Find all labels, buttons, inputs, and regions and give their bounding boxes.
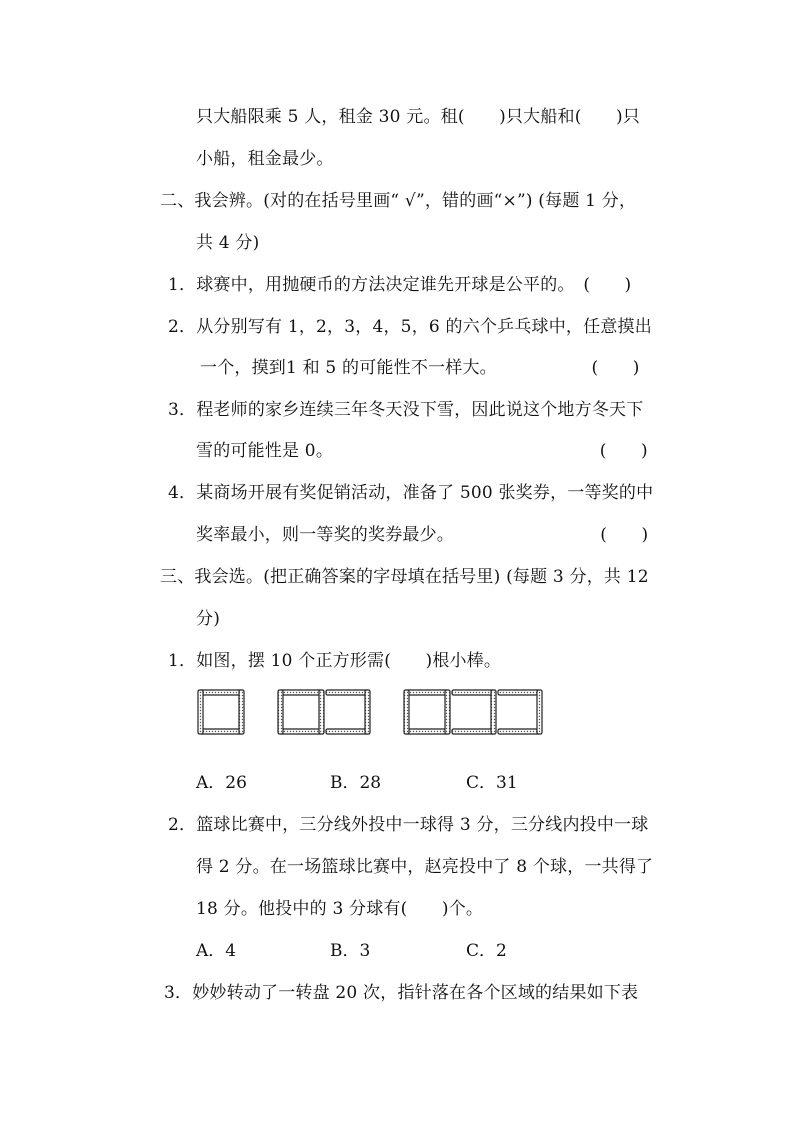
question-item: 1．球赛中，用抛硬币的方法决定谁先开球是公平的。 ( ) bbox=[168, 275, 632, 295]
stick bbox=[498, 690, 540, 695]
stick bbox=[198, 690, 203, 734]
stick bbox=[406, 729, 448, 734]
question-item: 4．某商场开展有奖促销活动，准备了 500 张奖券，一等奖的中 bbox=[168, 483, 654, 503]
option-c: C．2 bbox=[466, 941, 507, 961]
stick bbox=[200, 729, 242, 734]
text-line: 一个，摸到1 和 5 的可能性不一样大。 ( ) bbox=[200, 358, 640, 378]
option-a: A．4 bbox=[196, 941, 237, 961]
stick bbox=[280, 729, 322, 734]
text-line: 得 2 分。在一场篮球比赛中，赵亮投中了 8 个球，一共得了 bbox=[196, 857, 654, 877]
text-line: 共 4 分) bbox=[196, 233, 260, 253]
question-item: 1．如图，摆 10 个正方形需( )根小棒。 bbox=[168, 651, 502, 671]
section-heading: 三、我会选。(把正确答案的字母填在括号里) (每题 3 分，共 12 bbox=[160, 567, 649, 587]
question-item: 2．从分别写有 1，2，3，4，5，6 的六个乒乓球中，任意摸出 bbox=[168, 317, 652, 337]
text-line: 雪的可能性是 0。 ( ) bbox=[196, 441, 648, 461]
stick bbox=[498, 729, 540, 734]
stick bbox=[452, 690, 494, 695]
stick bbox=[326, 690, 368, 695]
option-b: B．3 bbox=[330, 941, 371, 961]
stick bbox=[537, 690, 542, 734]
option-b: B．28 bbox=[330, 773, 382, 793]
text-line: 只大船限乘 5 人，租金 30 元。租( )只大船和( )只 bbox=[196, 107, 640, 127]
stick bbox=[200, 690, 242, 695]
stick bbox=[278, 690, 283, 734]
text-line: 分) bbox=[196, 609, 221, 629]
text-line: 小船，租金最少。 bbox=[196, 149, 334, 169]
stick bbox=[319, 690, 324, 734]
text-line: 奖率最小，则一等奖的奖券最少。 ( ) bbox=[196, 525, 649, 545]
text-line: 18 分。他投中的 3 分球有( )个。 bbox=[196, 899, 484, 919]
stick bbox=[406, 690, 448, 695]
question-item: 3．妙妙转动了一转盘 20 次，指针落在各个区域的结果如下表 bbox=[164, 983, 639, 1003]
question-item: 3．程老师的家乡连续三年冬天没下雪，因此说这个地方冬天下 bbox=[168, 400, 644, 420]
stick bbox=[239, 690, 244, 734]
question-item: 2．篮球比赛中，三分线外投中一球得 3 分，三分线内投中一球 bbox=[168, 815, 649, 835]
stick bbox=[365, 690, 370, 734]
section-heading: 二、我会辨。(对的在括号里画“ √”，错的画“×”) (每题 1 分， bbox=[160, 191, 637, 211]
stick bbox=[445, 690, 450, 734]
stick bbox=[326, 729, 368, 734]
stick bbox=[280, 690, 322, 695]
option-c: C．31 bbox=[466, 773, 518, 793]
stick bbox=[404, 690, 409, 734]
stick bbox=[491, 690, 496, 734]
stick bbox=[452, 729, 494, 734]
stick-squares-figure bbox=[196, 688, 546, 738]
option-a: A．26 bbox=[196, 773, 247, 793]
